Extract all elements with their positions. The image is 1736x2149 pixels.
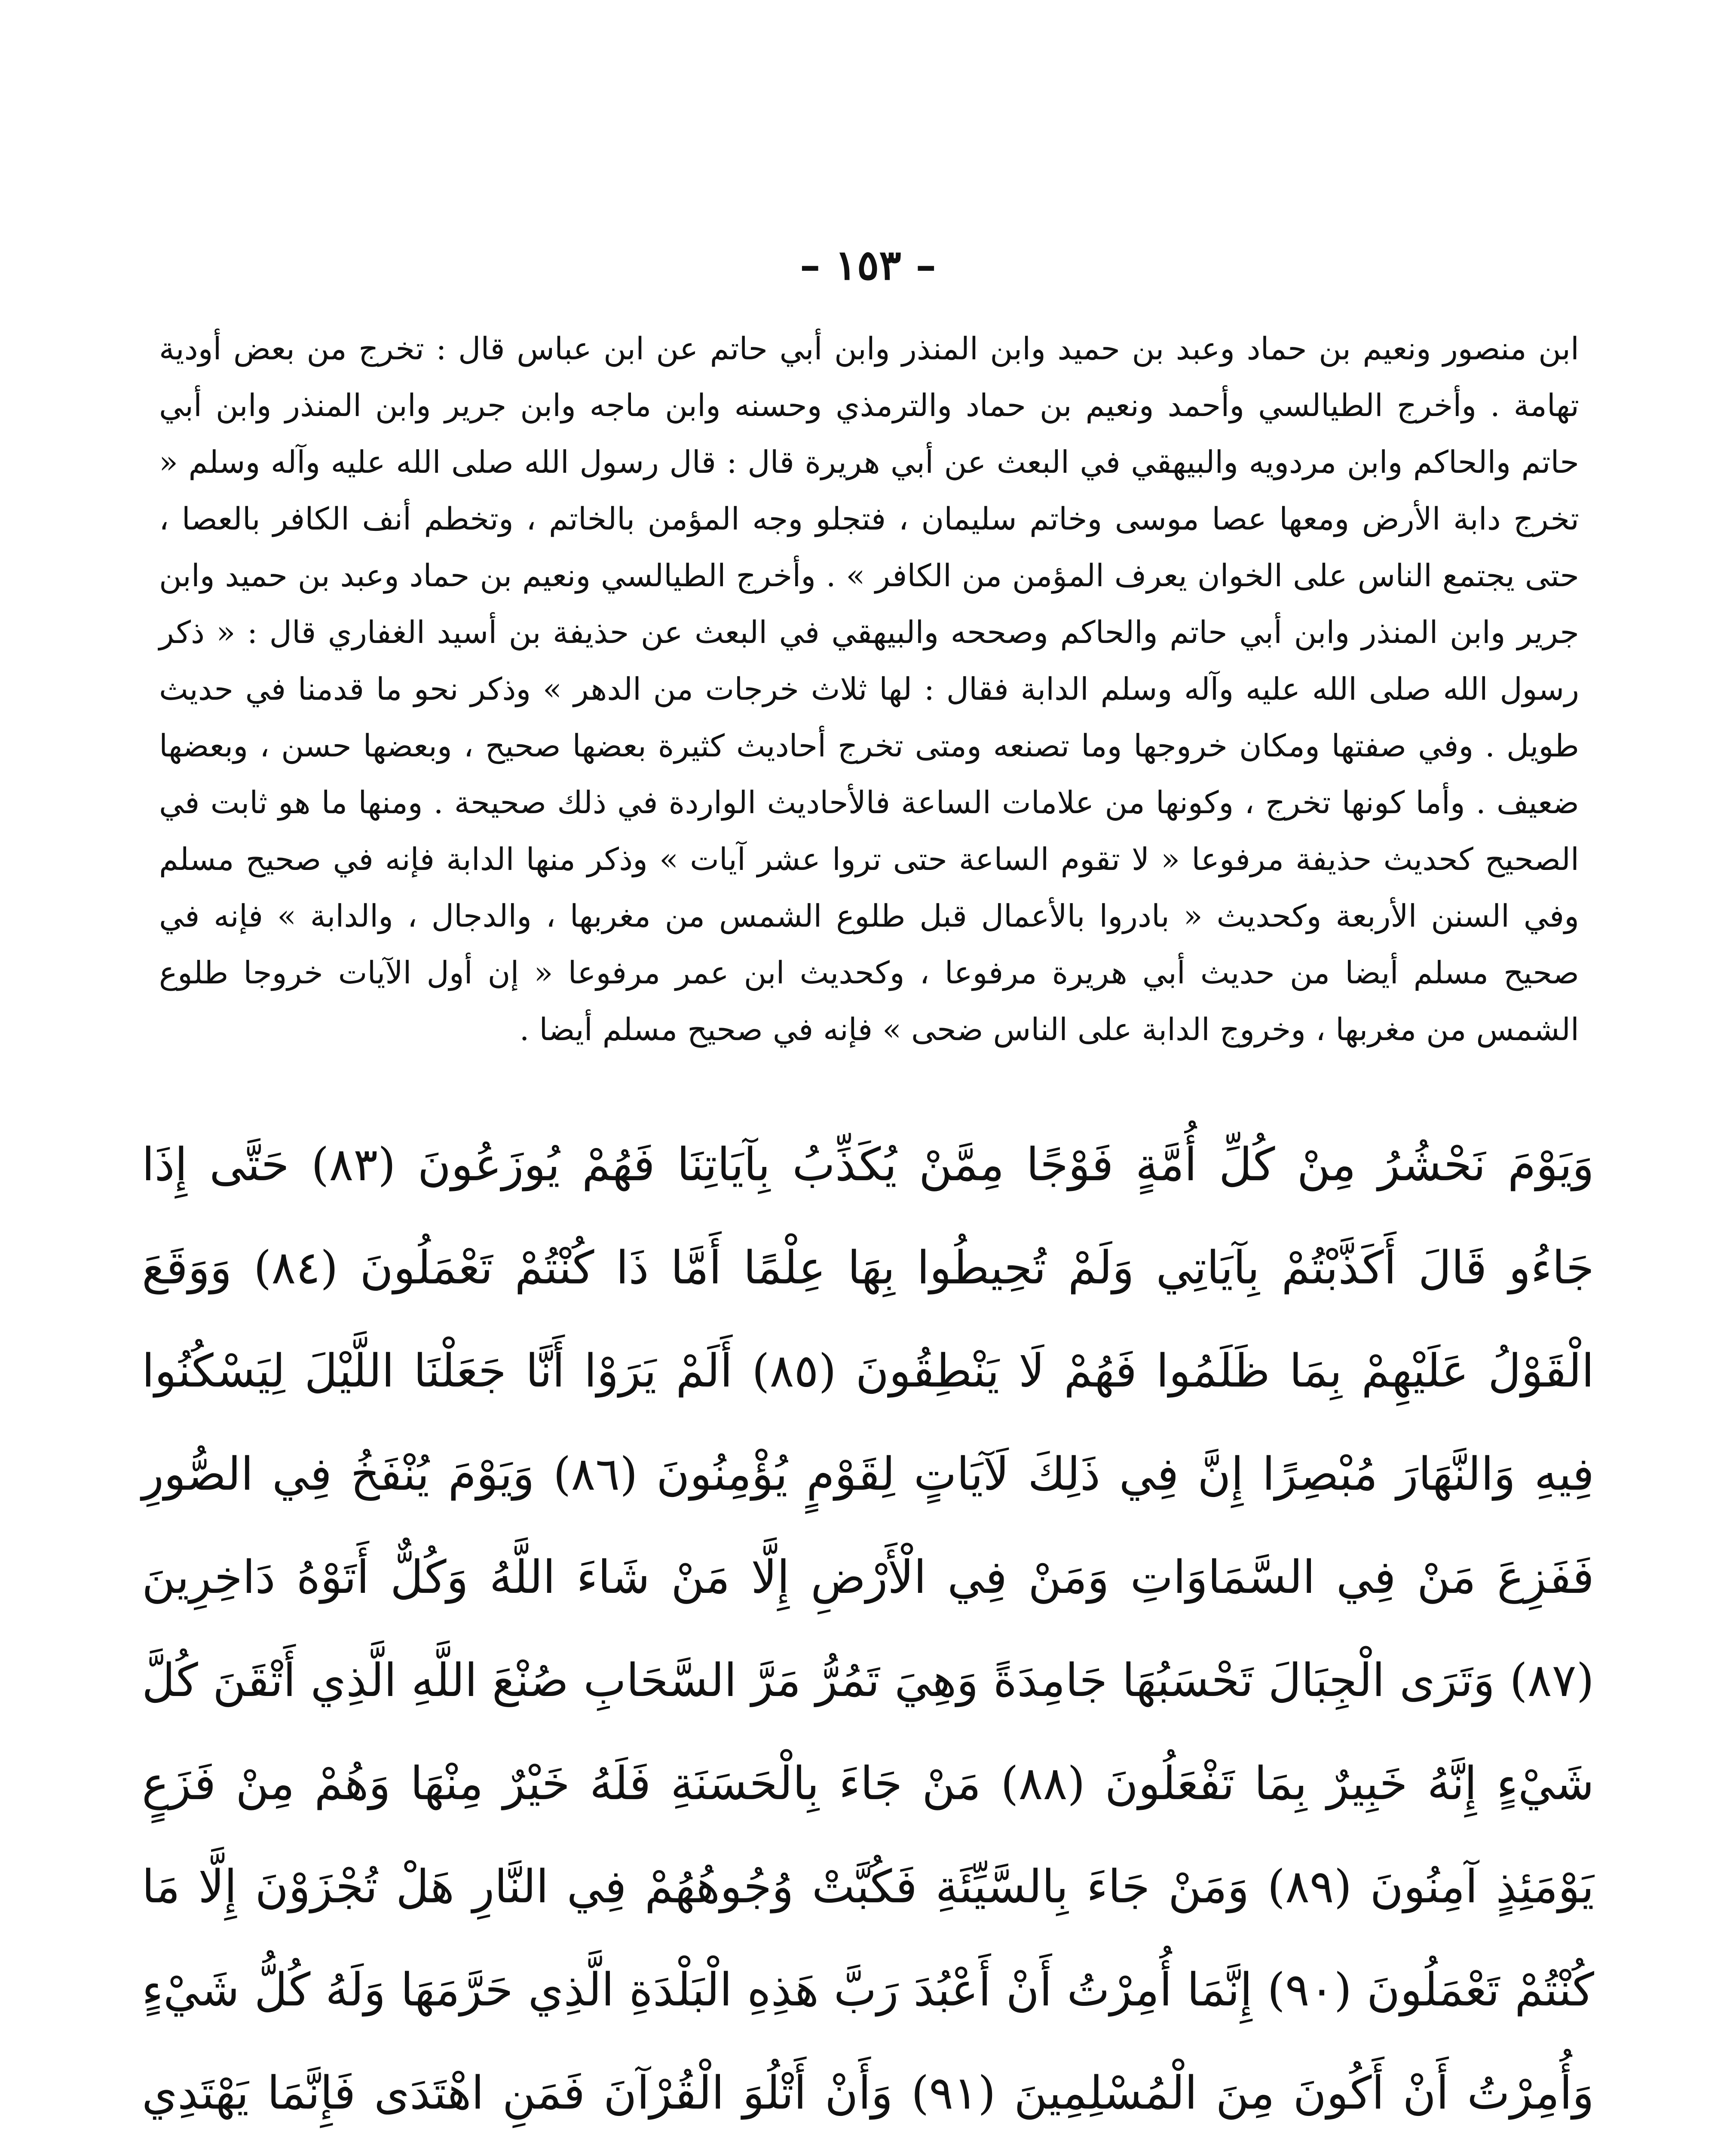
commentary-text [159, 320, 1579, 1058]
quran-verses [142, 1113, 1594, 2149]
verses-paragraph: وَيَوْمَ نَحْشُرُ مِنْ كُلِّ أُمَّةٍ فَوْجًا مِمَّنْ يُكَذِّبُ بِآيَاتِنَا فَهُمْ يُوزَعُونَ (٨٣) حَتَّى إِذَا جَاءُو قَالَ أَكَذَّبْتُمْ بِآيَاتِي وَلَمْ تُحِيطُوا بِهَا عِلْمًا أَمَّا ذَا كُنْتُمْ تَعْمَلُونَ (٨٤) وَوَقَعَ الْقَوْلُ عَلَيْهِمْ بِمَا ظَلَمُوا فَهُمْ لَا يَنْطِقُونَ (٨٥) أَلَمْ يَرَوْا أَنَّا جَعَلْنَا اللَّيْلَ لِيَسْكُنُوا فِيهِ وَالنَّهَارَ مُبْصِرًا إِنَّ فِي ذَلِكَ لَآيَاتٍ لِقَوْمٍ يُؤْمِنُونَ (٨٦) وَيَوْمَ يُنْفَخُ فِي الصُّورِ فَفَزِعَ مَنْ فِي السَّمَاوَاتِ وَمَنْ فِي الْأَرْضِ إِلَّا مَنْ شَاءَ اللَّهُ وَكُلٌّ أَتَوْهُ دَاخِرِينَ (٨٧) وَتَرَى الْجِبَالَ تَحْسَبُهَا جَامِدَةً وَهِيَ تَمُرُّ مَرَّ السَّحَابِ صُنْعَ اللَّهِ الَّذِي أَتْقَنَ كُلَّ شَيْءٍ إِنَّهُ خَبِيرٌ بِمَا تَفْعَلُونَ (٨٨) مَنْ جَاءَ بِالْحَسَنَةِ فَلَهُ خَيْرٌ مِنْهَا وَهُمْ مِنْ فَزَعٍ يَوْمَئِذٍ آمِنُونَ (٨٩) وَمَنْ جَاءَ بِالسَّيِّئَةِ فَكُبَّتْ وُجُوهُهُمْ فِي النَّارِ هَلْ تُجْزَوْنَ إِلَّا مَا كُنْتُمْ تَعْمَلُونَ (٩٠) إِنَّمَا أُمِرْتُ أَنْ أَعْبُدَ رَبَّ هَذِهِ الْبَلْدَةِ الَّذِي حَرَّمَهَا وَلَهُ كُلُّ شَيْءٍ وَأُمِرْتُ أَنْ أَكُونَ مِنَ الْمُسْلِمِينَ (٩١) وَأَنْ أَتْلُوَ الْقُرْآنَ فَمَنِ اهْتَدَى فَإِنَّمَا يَهْتَدِي [142, 1138, 1595, 2119]
page-number: – ١٥٣ – [799, 241, 937, 289]
commentary-paragraph: ابن منصور ونعيم بن حماد وعبد بن حميد وابن المنذر وابن أبي حاتم عن ابن عباس قال : تخرج من بعض أودية تهامة . وأخرج الطيالسي وأحمد ونعيم بن حماد والترمذي وحسنه وابن ماجه وابن جرير وابن المنذر وابن أبي حاتم والحاكم وابن مردويه والبيهقي في البعث عن أبي هريرة قال : قال رسول الله صلى الله عليه وآله وسلم « تخرج دابة الأرض ومعها عصا موسى وخاتم سليمان ، فتجلو وجه المؤمن بالخاتم ، وتخطم أنف الكافر بالعصا ، حتى يجتمع الناس على الخوان يعرف المؤمن من الكافر » . وأخرج الطيالسي ونعيم بن حماد وعبد بن حميد وابن جرير وابن المنذر وابن أبي حاتم والحاكم وصححه والبيهقي في البعث عن حذيفة بن أسيد الغفاري قال : « ذكر رسول الله صلى الله عليه وآله وسلم الدابة فقال : لها ثلاث خرجات من الدهر » وذكر نحو ما قدمنا في حديث طويل . وفي صفتها ومكان خروجها وما تصنعه ومتى تخرج أحاديث كثيرة بعضها صحيح ، وبعضها حسن ، وبعضها ضعيف . وأما كونها تخرج ، وكونها من علامات الساعة فالأحاديث الواردة في ذلك صحيحة . ومنها ما هو ثابت في الصحيح كحديث حذيفة مرفوعا « لا تقوم الساعة حتى تروا عشر آيات » وذكر منها الدابة فإنه في صحيح مسلم وفي السنن الأربعة وكحديث « بادروا بالأعمال قبل طلوع الشمس من مغربها ، والدجال ، والدابة » فإنه في صحيح مسلم أيضا من حديث أبي هريرة مرفوعا ، وكحديث ابن عمر مرفوعا « إن أول الآيات خروجا طلوع الشمس من مغربها ، وخروج الدابة على الناس ضحى » فإنه في صحيح مسلم أيضا . [159, 331, 1580, 1047]
